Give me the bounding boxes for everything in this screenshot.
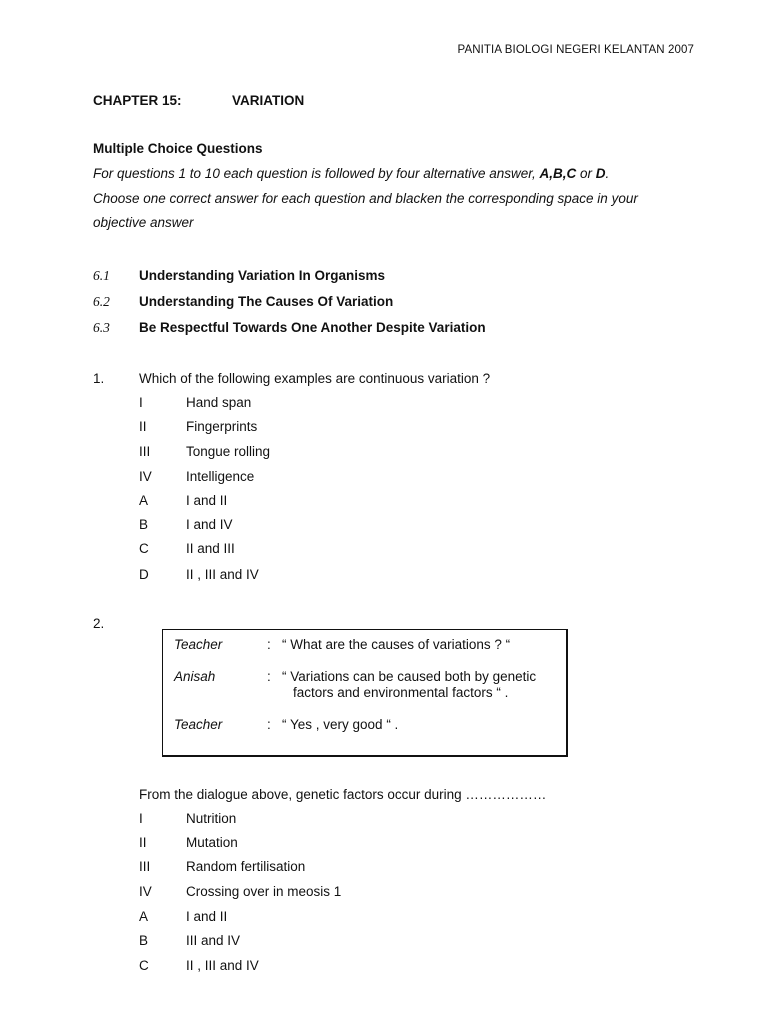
dialogue-colon: : [267,637,271,652]
answer-option-label: C [139,958,149,973]
answer-option-text: II , III and IV [186,958,259,973]
instructions-line-1: For questions 1 to 10 each question is followed by four alternative answer, A,B,C or D. [93,166,610,181]
statement-text: Mutation [186,835,238,850]
dialogue-speaker: Anisah [174,669,216,684]
section-heading: Multiple Choice Questions [93,141,263,156]
statement-label: I [139,811,143,826]
answer-option-label: B [139,517,149,532]
answer-option-label: A [139,493,149,508]
answer-option-text: I and II [186,493,228,508]
statement-label: III [139,859,151,874]
answer-option-label: C [139,541,149,556]
answer-option-label: B [139,933,149,948]
statement-text: Crossing over in meosis 1 [186,884,342,899]
statement-text: Random fertilisation [186,859,306,874]
dialogue-line: factors and environmental factors “ . [293,685,509,700]
answer-option-label: D [139,567,149,582]
objective-text: Understanding Variation In Organisms [139,268,386,283]
dialogue-box [162,629,568,757]
instructions-line-2: Choose one correct answer for each question and blacken the corresponding space in your [93,191,638,206]
dialogue-colon: : [267,717,271,732]
dialogue-speaker: Teacher [174,717,223,732]
dialogue-line: “ What are the causes of variations ? “ [282,637,511,652]
objective-number: 6.2 [93,294,110,309]
answer-option-label: A [139,909,149,924]
statement-label: IV [139,884,152,899]
statement-text: Intelligence [186,469,255,484]
statement-label: II [139,835,147,850]
chapter-label: CHAPTER 15: [93,93,182,108]
statement-text: Tongue rolling [186,444,271,459]
statement-text: Hand span [186,395,252,410]
question-text: From the dialogue above, genetic factors occur during ……………… [139,787,547,802]
instructions-line-3: objective answer [93,215,194,230]
dialogue-line: “ Yes , very good “ . [282,717,399,732]
statement-label: II [139,419,147,434]
answer-option-text: III and IV [186,933,241,948]
objective-number: 6.3 [93,320,110,335]
page-header: PANITIA BIOLOGI NEGERI KELANTAN 2007 [457,44,694,56]
statement-label: IV [139,469,152,484]
question-number: 2. [93,616,105,631]
question-number: 1. [93,371,105,386]
answer-option-text: I and II [186,909,228,924]
statement-label: III [139,444,151,459]
answer-option-text: II and III [186,541,235,556]
objective-text: Understanding The Causes Of Variation [139,294,394,309]
question-text: Which of the following examples are continuous variation ? [139,371,491,386]
answer-option-text: I and IV [186,517,233,532]
dialogue-line: “ Variations can be caused both by genetic [282,669,537,684]
statement-text: Nutrition [186,811,237,826]
answer-option-text: II , III and IV [186,567,259,582]
dialogue-speaker: Teacher [174,637,223,652]
dialogue-colon: : [267,669,271,684]
statement-text: Fingerprints [186,419,258,434]
chapter-title: VARIATION [232,93,305,108]
objective-text: Be Respectful Towards One Another Despite Variation [139,320,486,335]
statement-label: I [139,395,143,410]
objective-number: 6.1 [93,268,110,283]
